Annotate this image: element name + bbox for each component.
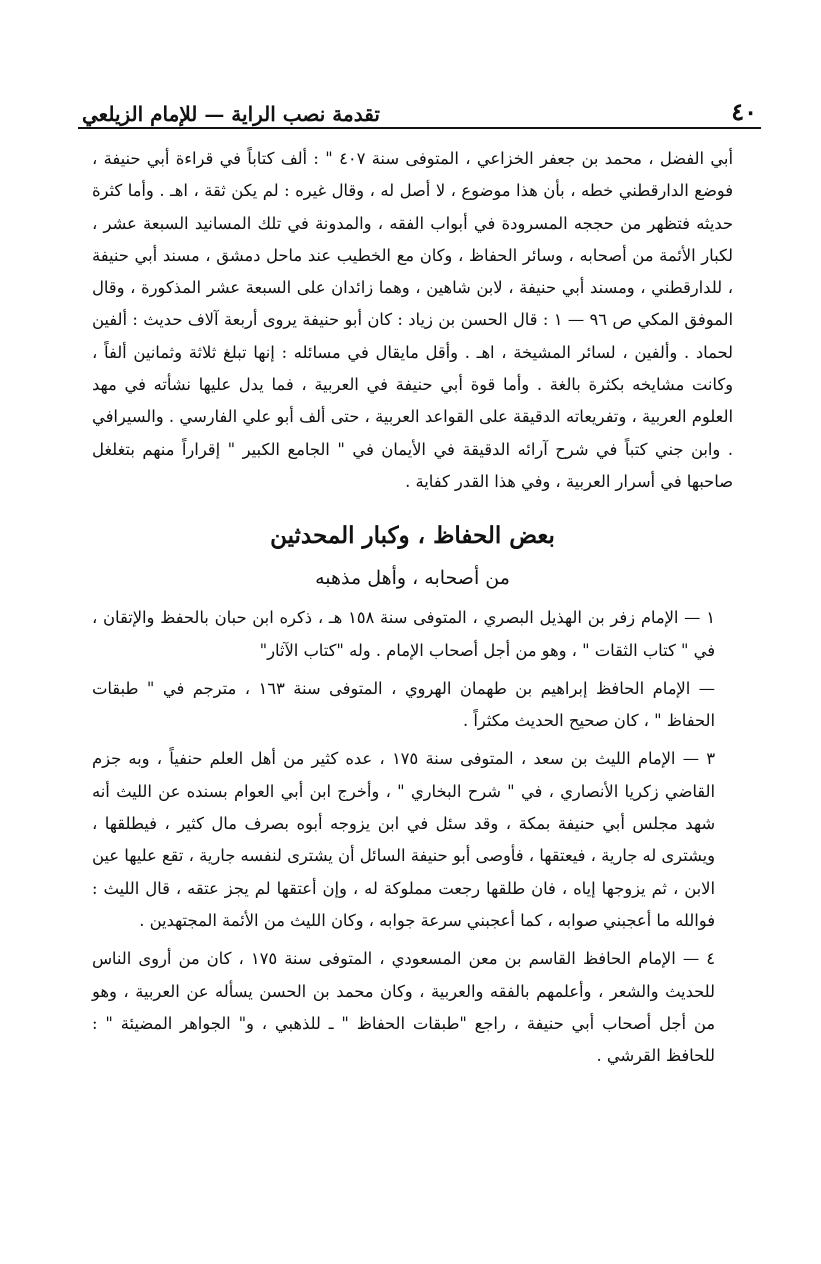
section-title: بعض الحفاظ ، وكبار المحدثين xyxy=(270,522,555,550)
entry-4: ٤ — الإمام الحافظ القاسم بن معن المسعودي ، المتوفى سنة ١٧٥ ، كان من أروى الناس للحديث والشعر ، وأعلمهم بالفقه والعربية ، وكان محمد بن الحسن يسأله عن العربية ، وهو من أجل أصحاب أبي حنيفة ، راجع "طبقات الحفاظ " ـ للذهبي ، و" الجواهر المضيئة " : للحافظ القرشي . xyxy=(92,949,715,1066)
section-subtitle: من أصحابه ، وأهل مذهبه xyxy=(315,567,510,590)
entry-1: ١ — الإمام زفر بن الهذيل البصري ، المتوفى سنة ١٥٨ هـ ، ذكره ابن حبان بالحفظ والإتقان ، في " كتاب الثقات " ، وهو من أجل أصحاب الإمام . وله "كتاب الآثار" xyxy=(92,608,715,660)
running-head: تقدمة نصب الراية — للإمام الزيلعي xyxy=(82,102,380,126)
header-rule xyxy=(78,127,761,129)
page-header xyxy=(78,86,761,132)
page-number: ٤٠ xyxy=(731,97,757,126)
page-body xyxy=(92,143,733,1078)
intro-paragraph: أبي الفضل ، محمد بن جعفر الخزاعي ، المتوفى سنة ٤٠٧ " : ألف كتاباً في قراءة أبي حنيفة ، فوضع الدارقطني خطه ، بأن هذا موضوع ، لا أصل له ، وقال غيره : لم يكن ثقة ، اهـ . وأما كثرة حديثه فتظهر من حججه المسرودة في أبواب الفقه ، والمدونة في تلك المسانيد السبعة عشر ، لكبار الأئمة من أصحابه ، وسائر الحفاظ ، وكان مع الخطيب عند ماحل دمشق ، مسند أبي حنيفة ، للدارقطني ، ومسند أبي حنيفة ، لابن شاهين ، وهما زائدان على السبعة عشر المذكورة ، وقال الموفق المكي ص ٩٦ — ١ : قال الحسن بن زياد : كان أبو حنيفة يروى أربعة آلاف حديث : ألفين لحماد . وألفين ، لسائر المشيخة ، اهـ . وأقل مايقال في مسائله : إنها تبلغ ثلاثة وثمانين ألفاً ، وكانت مشايخه بكثرة بالغة . وأما قوة أبي حنيفة في العربية ، فما يدل عليها نشأته في مهد العلوم العربية ، وتفريعاته الدقيقة على القواعد العربية ، حتى ألف أبو علي الفارسي . والسيرافي . وابن جني كتباً في شرح آرائه الدقيقة في الأيمان في " الجامع الكبير " إقراراً منهم بتغلغل صاحبها في أسرار العربية ، وفي هذا القدر كفاية . xyxy=(92,149,733,491)
entry-2: — الإمام الحافظ إبراهيم بن طهمان الهروي ، المتوفى سنة ١٦٣ ، مترجم في " طبقات الحفاظ " ، كان صحيح الحديث مكثراً . xyxy=(92,678,716,731)
entry-3: ٣ — الإمام الليث بن سعد ، المتوفى سنة ١٧٥ ، عده كثير من أهل العلم حنفياً ، وبه جزم القاضي زكريا الأنصاري ، في " شرح البخاري " ، وأخرج ابن أبي العوام بسنده عن الليث أنه شهد مجلس أبي حنيفة بمكة ، وقد سئل في ابن يزوجه أبوه بصرف مال كثير ، فيطلقها ، ويشترى له جارية ، فيعتقها ، فأوصى أبو حنيفة السائل أن يشترى لنفسه جارية ، تقع عليها عين الابن ، ثم يزوجها إياه ، فان طلقها رجعت مملوكة له ، وإن أعتقها لم يجز عتقه ، قال الليث : فوالله ما أعجبني صوابه ، كما أعجبني سرعة جوابه ، وكان الليث من الأئمة المجتهدين . xyxy=(92,749,715,930)
